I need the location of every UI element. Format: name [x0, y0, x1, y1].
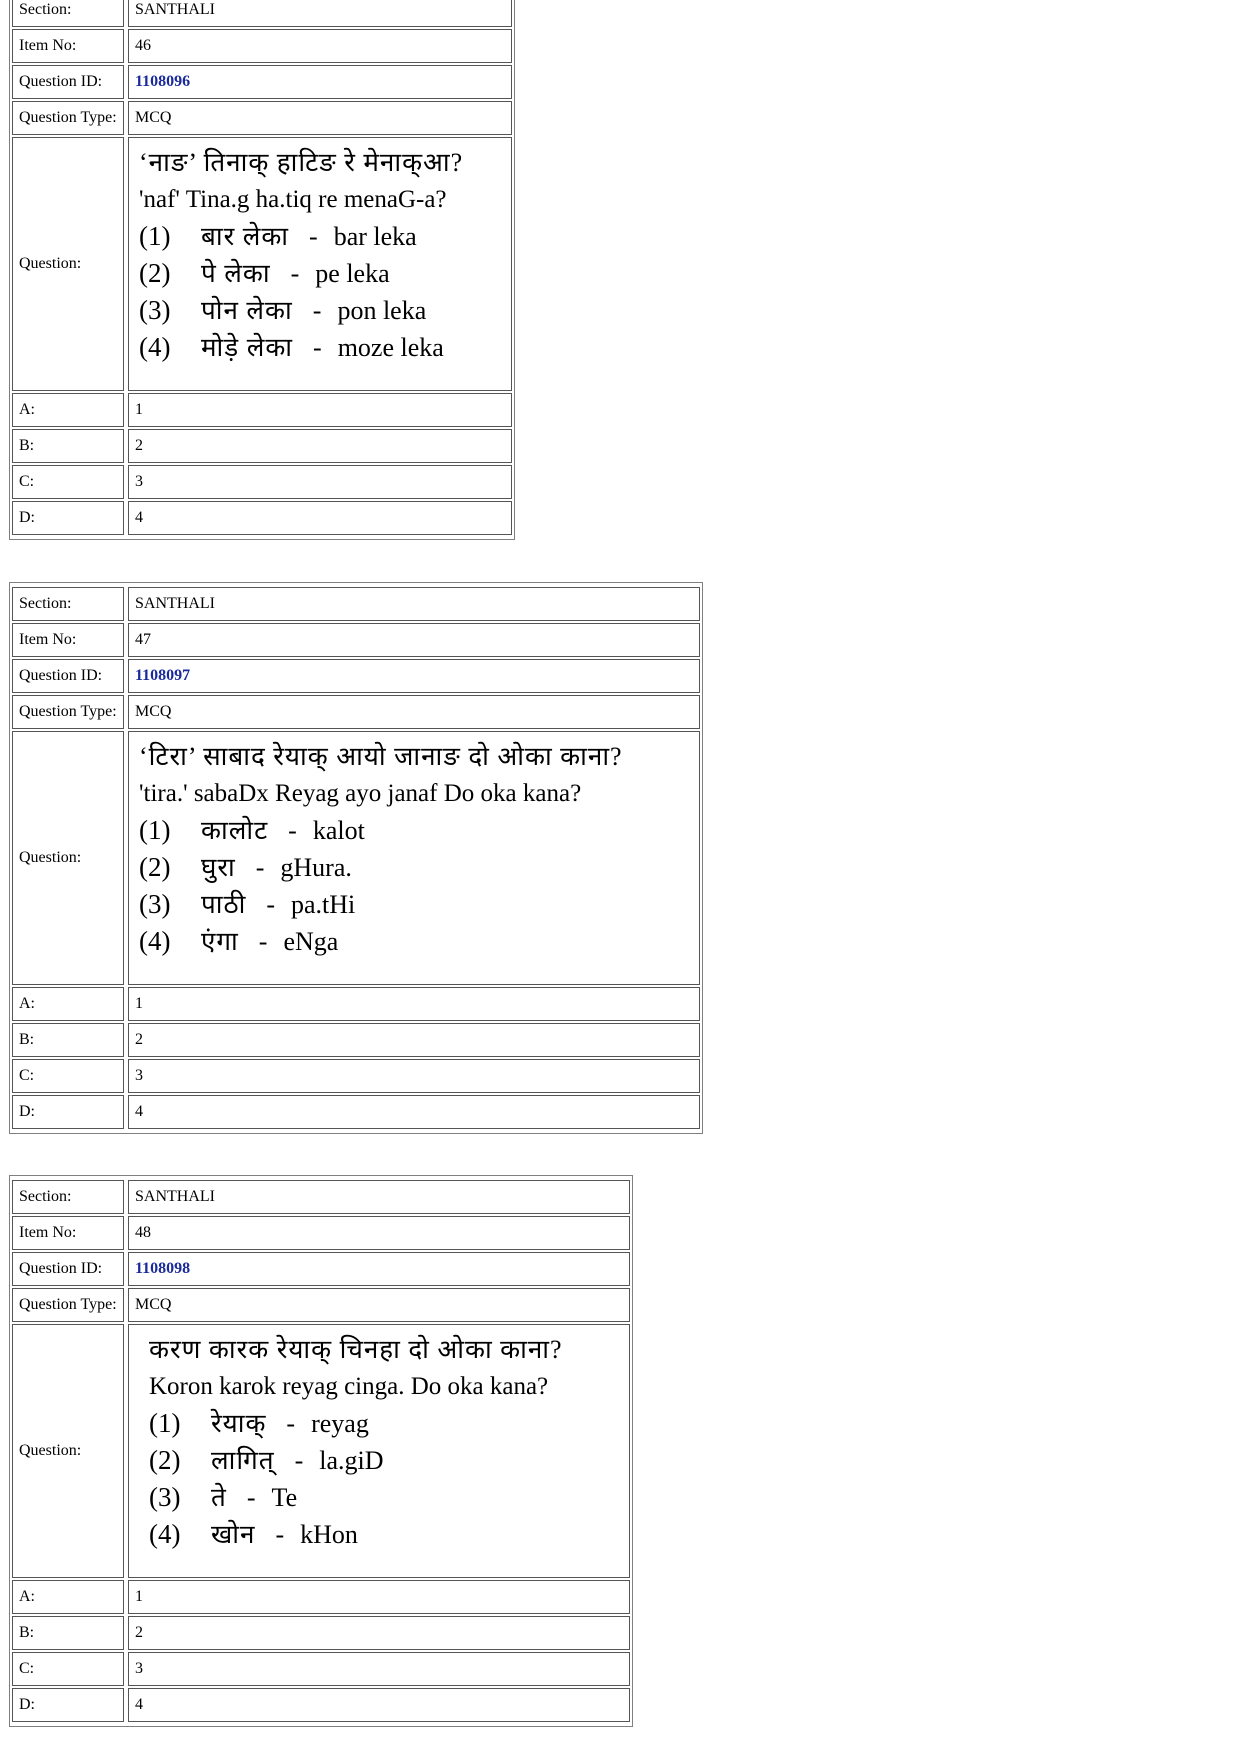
item-no-value: 46 — [128, 29, 512, 63]
answer-d-label: D: — [12, 1688, 124, 1722]
question-label: Question: — [12, 137, 124, 391]
option-roman: reyag — [311, 1409, 369, 1438]
option-number: (2) — [139, 852, 171, 882]
option-roman: pe leka — [315, 259, 390, 288]
answer-c-label: C: — [12, 465, 124, 499]
option-number: (4) — [149, 1519, 181, 1549]
question-body — [128, 1324, 630, 1578]
answer-b-value: 2 — [128, 1616, 630, 1650]
answer-c-value: 3 — [128, 465, 512, 499]
option-number: (3) — [139, 295, 171, 325]
option-roman: kHon — [300, 1520, 358, 1549]
option-devanagari: पाठी — [201, 890, 247, 919]
option-2: (2) घुरा - gHura. — [139, 849, 689, 886]
option-devanagari: खोन — [211, 1520, 256, 1549]
question-id-value: 1108098 — [128, 1252, 630, 1286]
item-no-value: 48 — [128, 1216, 630, 1250]
answer-d-label: D: — [12, 1095, 124, 1129]
option-roman: bar leka — [333, 222, 417, 251]
option-3: (3) ते - Te — [149, 1479, 619, 1516]
option-roman: gHura. — [280, 853, 352, 882]
option-devanagari: एंगा — [201, 927, 239, 956]
option-roman: moze leka — [337, 333, 444, 362]
answer-a-value: 1 — [128, 393, 512, 427]
answer-a-value: 1 — [128, 1580, 630, 1614]
answer-a-label: A: — [12, 1580, 124, 1614]
item-no-label: Item No: — [12, 1216, 124, 1250]
question-id-label: Question ID: — [12, 1252, 124, 1286]
question-type-label: Question Type: — [12, 695, 124, 729]
answer-b-label: B: — [12, 429, 124, 463]
answer-b-label: B: — [12, 1616, 124, 1650]
question-stem-devanagari: ‘टिरा’ साबाद रेयाक् आयो जानाङ दो ओका काना? — [139, 742, 623, 771]
option-devanagari: रेयाक् — [211, 1409, 267, 1438]
option-number: (1) — [139, 221, 171, 251]
option-2: (2) पे लेका - pe leka — [139, 255, 501, 292]
option-number: (3) — [139, 889, 171, 919]
question-type-value: MCQ — [128, 101, 512, 135]
question-id-label: Question ID: — [12, 65, 124, 99]
option-devanagari: कालोट — [201, 816, 269, 845]
option-4: (4) खोन - kHon — [149, 1516, 619, 1553]
section-label: Section: — [12, 0, 124, 27]
question-stem-roman: 'tira.' sabaDx Reyag ayo janaf Do oka kana? — [139, 780, 582, 807]
option-roman: eNga — [283, 927, 339, 956]
question-type-value: MCQ — [128, 695, 700, 729]
option-roman: Te — [271, 1483, 298, 1512]
option-4: (4) मोड़े लेका - moze leka — [139, 329, 501, 366]
question-type-label: Question Type: — [12, 1288, 124, 1322]
option-number: (4) — [139, 926, 171, 956]
question-table-48 — [9, 1175, 633, 1727]
answer-c-value: 3 — [128, 1059, 700, 1093]
option-number: (4) — [139, 332, 171, 362]
answer-d-label: D: — [12, 501, 124, 535]
item-no-value: 47 — [128, 623, 700, 657]
section-label: Section: — [12, 1180, 124, 1214]
answer-c-value: 3 — [128, 1652, 630, 1686]
option-number: (1) — [149, 1408, 181, 1438]
answer-c-label: C: — [12, 1652, 124, 1686]
question-body — [128, 137, 512, 391]
option-4: (4) एंगा - eNga — [139, 923, 689, 960]
option-devanagari: बार लेका — [201, 222, 290, 251]
question-label: Question: — [12, 731, 124, 985]
option-devanagari: मोड़े लेका — [201, 333, 294, 362]
option-2: (2) लागित् - la.giD — [149, 1442, 619, 1479]
option-devanagari: लागित् — [211, 1446, 275, 1475]
option-number: (3) — [149, 1482, 181, 1512]
section-value: SANTHALI — [128, 587, 700, 621]
question-type-value: MCQ — [128, 1288, 630, 1322]
option-roman: pon leka — [337, 296, 427, 325]
question-id-value: 1108096 — [128, 65, 512, 99]
answer-b-label: B: — [12, 1023, 124, 1057]
option-devanagari: ते — [211, 1483, 227, 1512]
question-table-47 — [9, 582, 703, 1134]
option-roman: la.giD — [319, 1446, 384, 1475]
answer-a-value: 1 — [128, 987, 700, 1021]
answer-d-value: 4 — [128, 1095, 700, 1129]
question-body — [128, 731, 700, 985]
option-roman: pa.tHi — [291, 890, 356, 919]
option-roman: kalot — [312, 816, 365, 845]
answer-c-label: C: — [12, 1059, 124, 1093]
answer-a-label: A: — [12, 393, 124, 427]
answer-b-value: 2 — [128, 429, 512, 463]
option-devanagari: पोन लेका — [201, 296, 293, 325]
question-id-label: Question ID: — [12, 659, 124, 693]
question-stem-devanagari: ‘नाङ’ तिनाक् हाटिङ रे मेनाक्आ? — [139, 148, 464, 177]
item-no-label: Item No: — [12, 623, 124, 657]
option-3: (3) पाठी - pa.tHi — [139, 886, 689, 923]
option-devanagari: घुरा — [201, 853, 236, 882]
option-1: (1) कालोट - kalot — [139, 812, 689, 849]
option-number: (2) — [149, 1445, 181, 1475]
option-1: (1) बार लेका - bar leka — [139, 218, 501, 255]
question-stem-devanagari: करण कारक रेयाक् चिनहा दो ओका काना? — [149, 1335, 563, 1364]
option-devanagari: पे लेका — [201, 259, 271, 288]
question-label: Question: — [12, 1324, 124, 1578]
question-stem-roman: Koron karok reyag cinga. Do oka kana? — [149, 1373, 549, 1400]
answer-a-label: A: — [12, 987, 124, 1021]
option-number: (2) — [139, 258, 171, 288]
question-stem-roman: 'naf' Tina.g ha.tiq re menaG-a? — [139, 186, 447, 213]
section-label: Section: — [12, 587, 124, 621]
option-1: (1) रेयाक् - reyag — [149, 1405, 619, 1442]
item-no-label: Item No: — [12, 29, 124, 63]
answer-b-value: 2 — [128, 1023, 700, 1057]
option-number: (1) — [139, 815, 171, 845]
question-id-value: 1108097 — [128, 659, 700, 693]
section-value: SANTHALI — [128, 1180, 630, 1214]
question-type-label: Question Type: — [12, 101, 124, 135]
option-3: (3) पोन लेका - pon leka — [139, 292, 501, 329]
section-value: SANTHALI — [128, 0, 512, 27]
question-table-46 — [9, 0, 515, 540]
answer-d-value: 4 — [128, 1688, 630, 1722]
answer-d-value: 4 — [128, 501, 512, 535]
